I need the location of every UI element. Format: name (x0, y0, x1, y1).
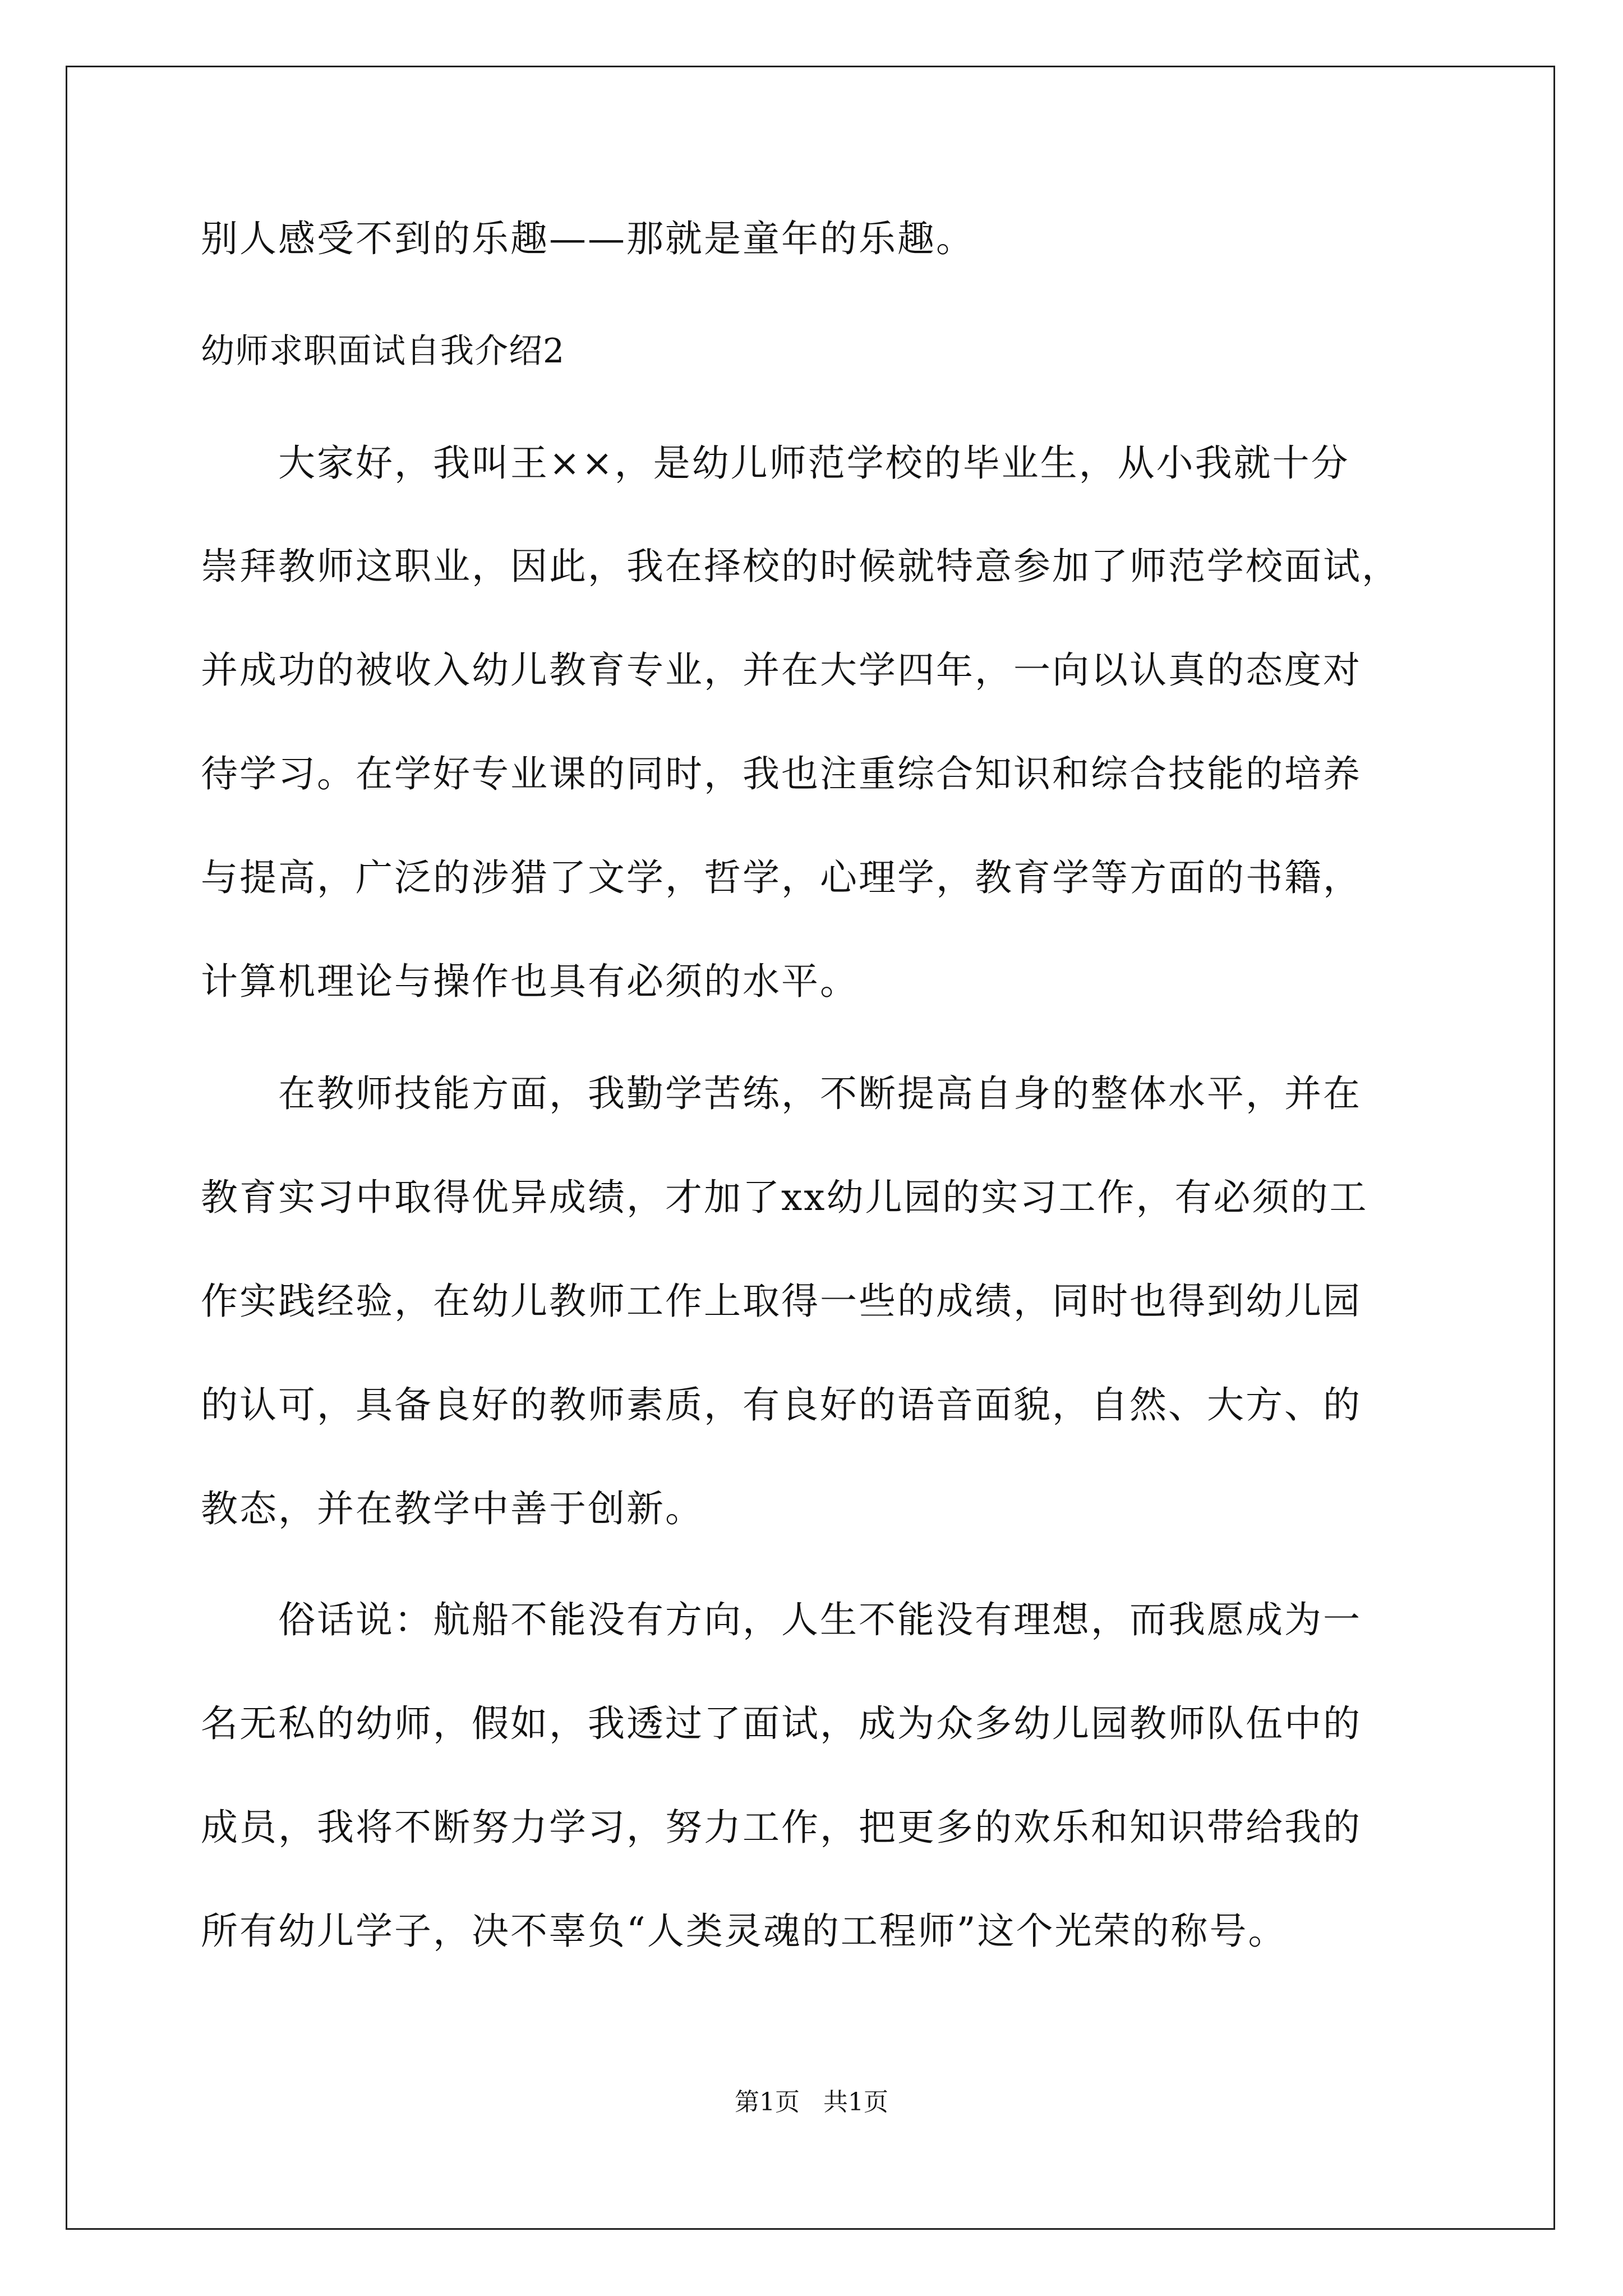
page-number-footer: 第1页 共1页 (735, 2088, 888, 2116)
text-line: 待学习。在学好专业课的同时，我也注重综合知识和综合技能的培养 (201, 752, 1362, 795)
text-line: 计算机理论与操作也具有必须的水平。 (201, 960, 859, 1003)
text-line: 大家好，我叫王××，是幼儿师范学校的毕业生，从小我就十分 (201, 441, 1350, 485)
text-line: 教育实习中取得优异成绩，才加了xx幼儿园的实习工作，有必须的工 (201, 1176, 1368, 1219)
text-line: 教态，并在教学中善于创新。 (201, 1487, 704, 1530)
text-line: 成员，我将不断努力学习，努力工作，把更多的欢乐和知识带给我的 (201, 1806, 1362, 1849)
text-line: 在教师技能方面，我勤学苦练，不断提高自身的整体水平，并在 (201, 1072, 1362, 1115)
text-line: 俗话说：航船不能没有方向，人生不能没有理想，而我愿成为一 (201, 1598, 1362, 1641)
text-line: 崇拜教师这职业，因此，我在择校的时候就特意参加了师范学校面试， (201, 545, 1400, 588)
text-line: 作实践经验，在幼儿教师工作上取得一些的成绩，同时也得到幼儿园 (201, 1280, 1362, 1323)
text-line: 别人感受不到的乐趣——那就是童年的乐趣。 (201, 217, 975, 260)
text-line: 的认可，具备良好的教师素质，有良好的语音面貌，自然、大方、的 (201, 1383, 1362, 1427)
page-border (66, 66, 1555, 2230)
text-line: 名无私的幼师，假如，我透过了面试，成为众多幼儿园教师队伍中的 (201, 1702, 1362, 1745)
text-line: 并成功的被收入幼儿教育专业，并在大学四年，一向以认真的态度对 (201, 648, 1362, 692)
section-heading: 幼师求职面试自我介绍2 (201, 332, 565, 371)
text-line: 所有幼儿学子，决不辜负“人类灵魂的工程师”这个光荣的称号。 (201, 1910, 1287, 1953)
text-line: 与提高，广泛的涉猎了文学，哲学，心理学，教育学等方面的书籍， (201, 856, 1362, 899)
